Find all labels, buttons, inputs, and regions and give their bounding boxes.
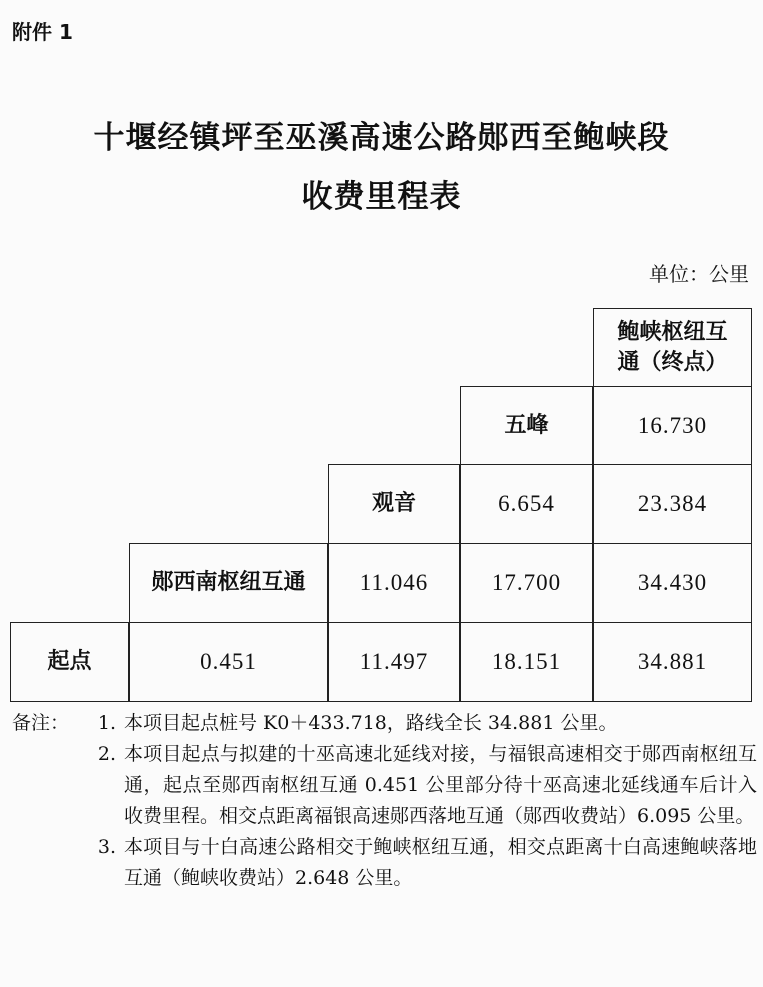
row-label-start-point: 起点 bbox=[10, 622, 129, 702]
note-number: 1. bbox=[97, 712, 116, 734]
row-label-wufeng: 五峰 bbox=[460, 386, 593, 465]
table-cell: 11.046 bbox=[328, 543, 460, 623]
note-text: 本项目与十白高速公路相交于鲍峡枢纽互通，相交点距离十白高速鲍峡落地互通（鲍峡收费站）2.648 公里。 bbox=[124, 836, 757, 889]
header-terminal-interchange: 鲍峡枢纽互通（终点） bbox=[593, 308, 752, 387]
note-text: 本项目起点与拟建的十巫高速北延线对接，与福银高速相交于郧西南枢纽互通，起点至郧西南枢纽互通 0.451 公里部分待十巫高速北延线通车后计入收费里程。相交点距离福银高速郧西落地互通（郧西收费站）6.095 公里。 bbox=[124, 743, 757, 827]
unit-label: 单位：公里 bbox=[649, 262, 749, 286]
document-subtitle: 收费里程表 bbox=[301, 179, 462, 215]
note-number: 3. bbox=[97, 836, 116, 858]
table-cell: 11.497 bbox=[328, 622, 460, 702]
document-title: 十堰经镇坪至巫溪高速公路郧西至鲍峡段 bbox=[93, 120, 670, 156]
table-cell: 6.654 bbox=[460, 464, 593, 544]
note-item bbox=[12, 708, 757, 739]
table-cell: 16.730 bbox=[593, 386, 752, 465]
table-cell: 23.384 bbox=[593, 464, 752, 544]
row-label-guanyin: 观音 bbox=[328, 464, 460, 544]
note-item bbox=[12, 739, 757, 832]
row-label-yunxi-south-interchange: 郧西南枢纽互通 bbox=[129, 543, 328, 623]
table-cell: 18.151 bbox=[460, 622, 593, 702]
notes-label: 备注： bbox=[12, 712, 70, 734]
attachment-label: 附件 1 bbox=[12, 20, 73, 44]
table-cell: 0.451 bbox=[129, 622, 328, 702]
note-item bbox=[12, 832, 757, 894]
table-cell: 17.700 bbox=[460, 543, 593, 623]
note-number: 2. bbox=[97, 743, 116, 765]
notes-section bbox=[12, 708, 757, 894]
note-text: 本项目起点桩号 K0＋433.718，路线全长 34.881 公里。 bbox=[124, 712, 618, 734]
table-cell: 34.881 bbox=[593, 622, 752, 702]
table-cell: 34.430 bbox=[593, 543, 752, 623]
